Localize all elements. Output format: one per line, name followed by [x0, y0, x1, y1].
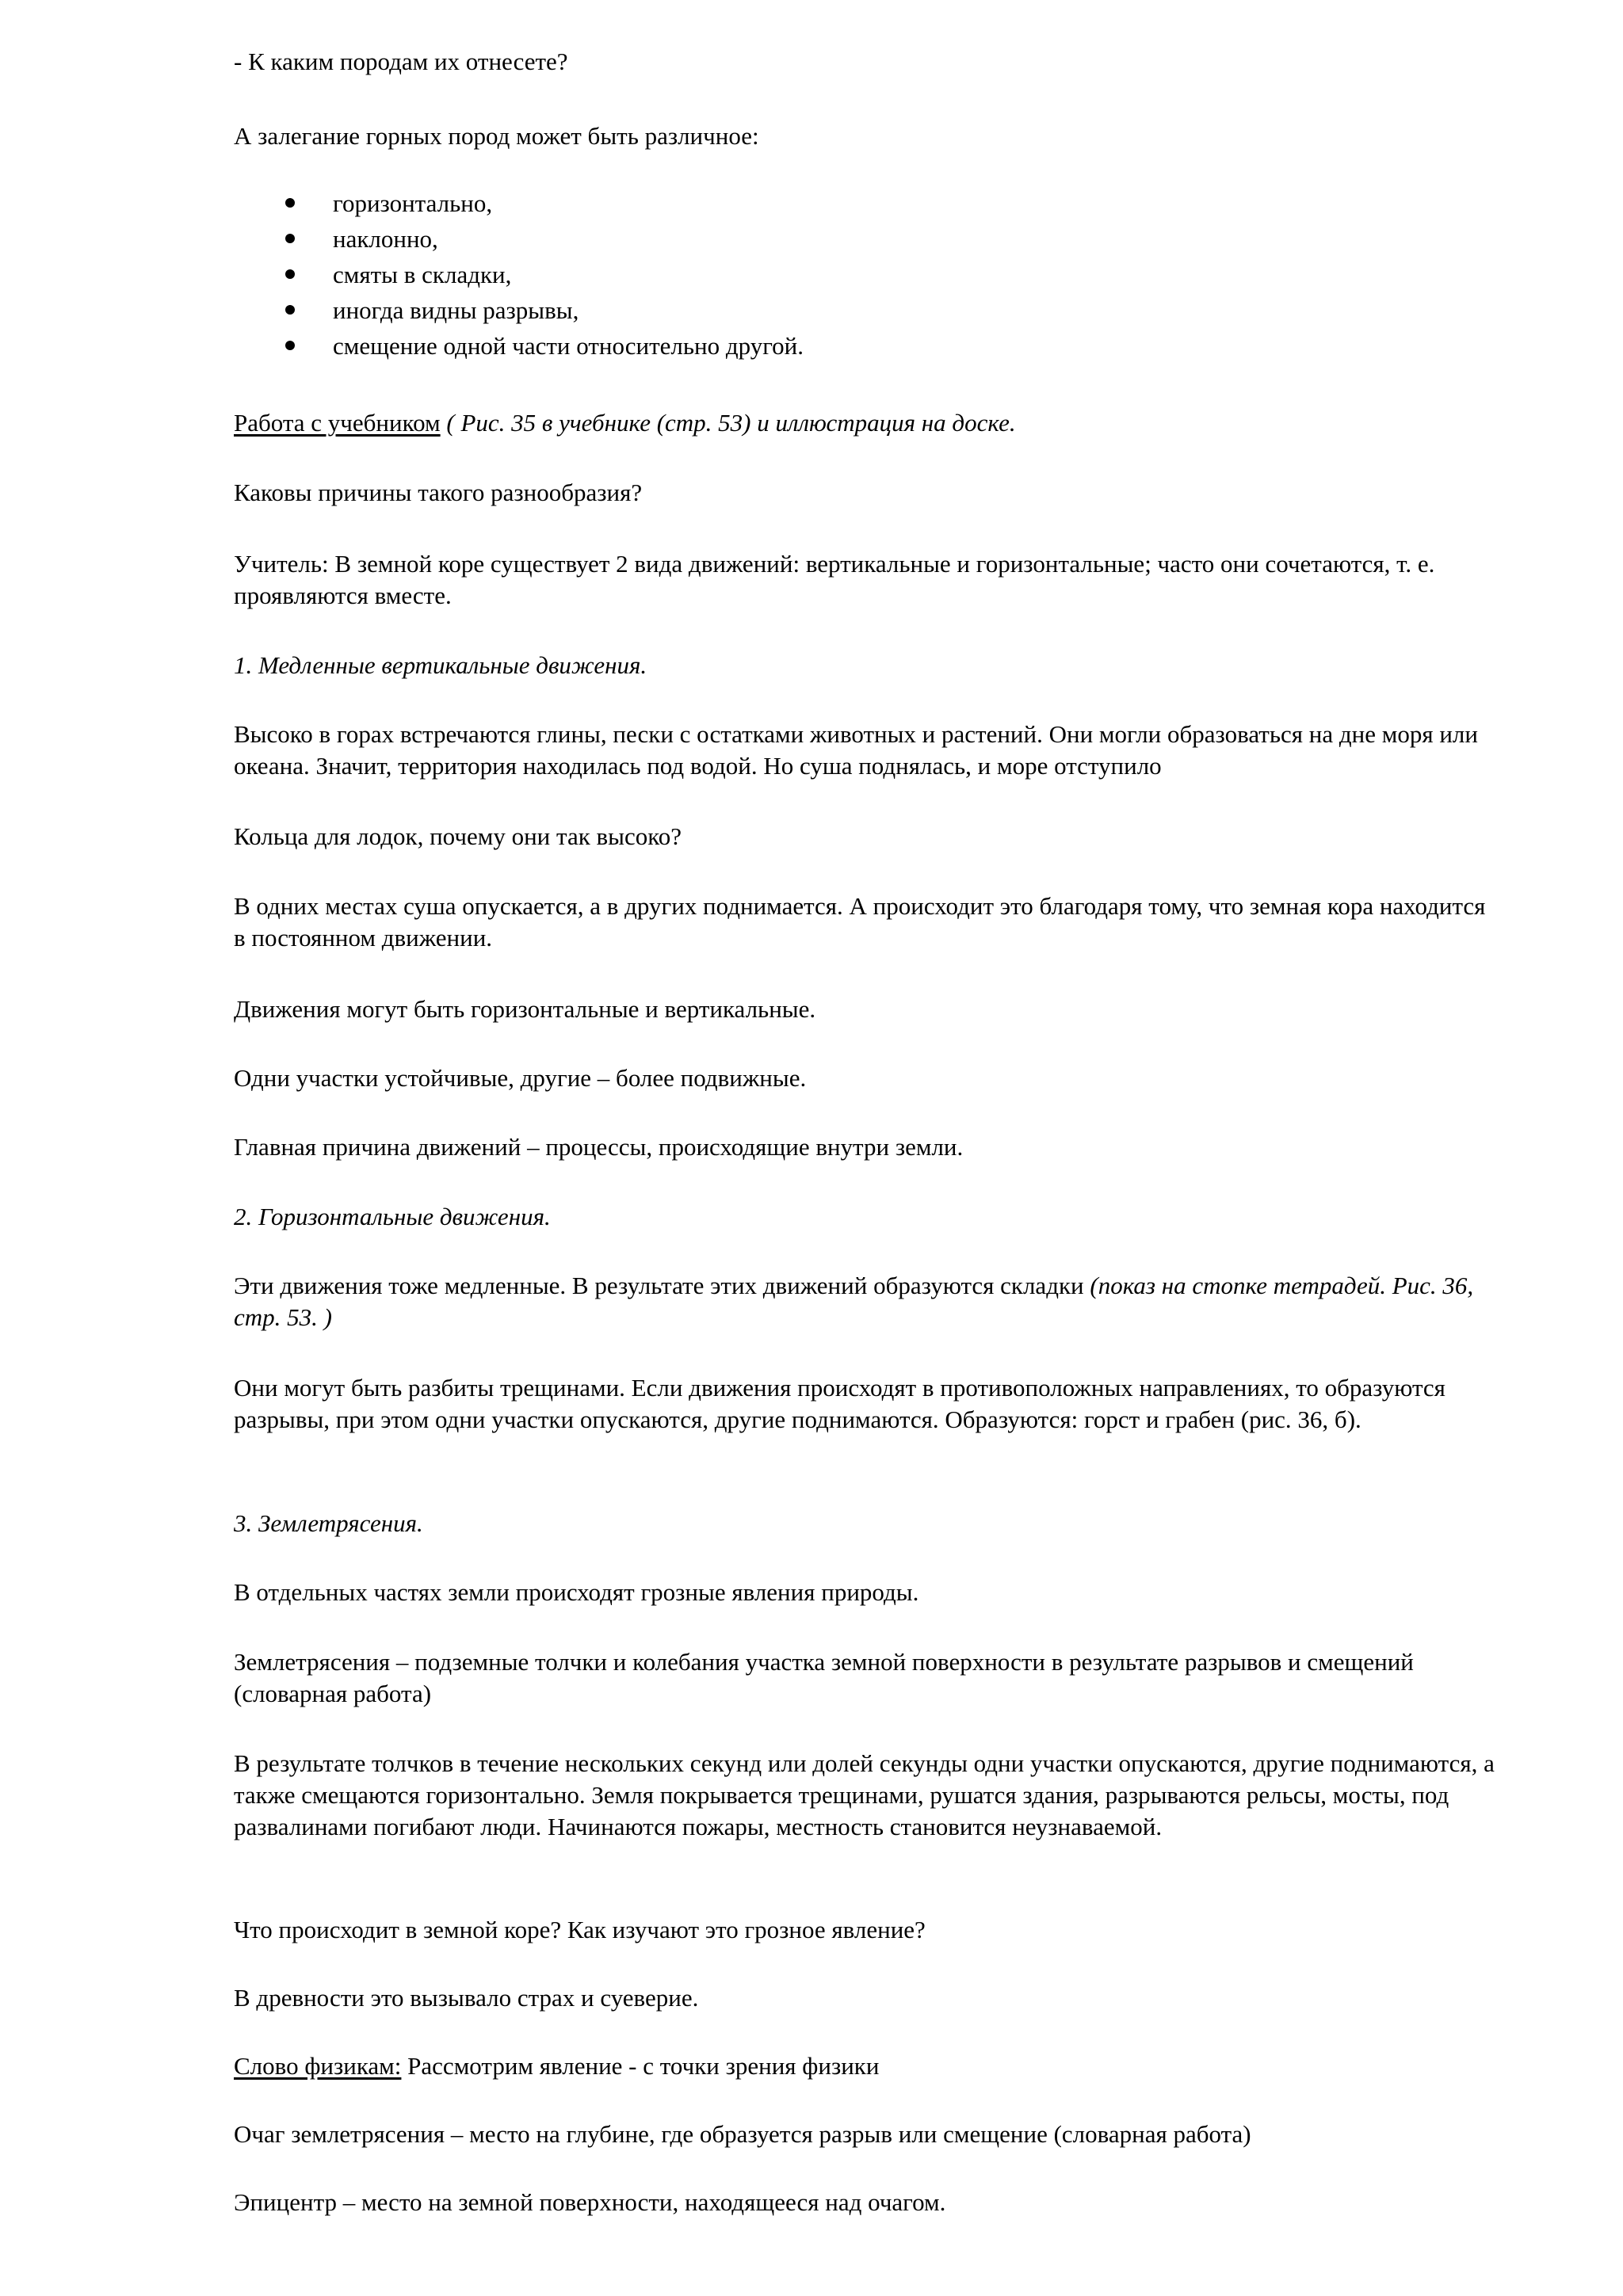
question-crust: Что происходит в земной коре? Как изучают это грозное явление? [234, 1916, 926, 1943]
heading-vertical-movements: 1. Медленные вертикальные движения. [234, 651, 647, 679]
bullet-icon [285, 305, 295, 315]
list-item: наклонно, [234, 221, 804, 257]
physics-link: Слово физикам: [234, 2052, 402, 2080]
mountains-paragraph: Высоко в горах встречаются глины, пески с остатками животных и растений. Они могли образоваться на дне моря или океана. Значит, территория находилась под водой. Но суша поднялась, и море отступило [234, 720, 1478, 780]
phenomena-paragraph: В отдельных частях земли происходят грозные явления природы. [234, 1578, 919, 1606]
epicenter-definition: Эпицентр – место на земной поверхности, находящееся над очагом. [234, 2188, 946, 2216]
folds-paragraph: Эти движения тоже медленные. В результате этих движений образуются складки (показ на стопке тетрадей. Рис. 36, стр. 53. ) [234, 1272, 1474, 1331]
physics-paragraph: Слово физикам: Рассмотрим явление - с точки зрения физики [234, 2052, 880, 2080]
cracks-paragraph: Они могут быть разбиты трещинами. Если движения происходят в противоположных направлениях, то образуются разрывы, при этом одни участки опускаются, другие поднимаются. Образуются: горст и грабен (рис. 36, б). [234, 1374, 1445, 1433]
occurrence-list [234, 185, 804, 364]
cause-paragraph: Главная причина движений – процессы, происходящие внутри земли. [234, 1133, 964, 1161]
textbook-note: ( Рис. 35 в учебнике (стр. 53) и иллюстрация на доске. [440, 409, 1016, 437]
textbook-link: Работа с учебником [234, 409, 441, 437]
question-rocks: - К каким породам их отнесете? [234, 48, 568, 75]
bullet-icon [285, 269, 295, 279]
textbook-paragraph [234, 407, 1502, 439]
land-paragraph: В одних местах суша опускается, а в других поднимается. А происходит это благодаря тому, что земная кора находится в постоянном движении. [234, 892, 1486, 952]
focus-definition: Очаг землетрясения – место на глубине, где образуется разрыв или смещение (словарная работа) [234, 2120, 1251, 2148]
heading-earthquakes: 3. Землетрясения. [234, 1509, 423, 1537]
question-reasons: Каковы причины такого разнообразия? [234, 479, 643, 506]
bullet-icon [285, 341, 295, 350]
heading-horizontal-movements: 2. Горизонтальные движения. [234, 1203, 551, 1230]
list-item: горизонтально, [234, 185, 804, 221]
ancient-paragraph: В древности это вызывало страх и суеверие. [234, 1984, 699, 2012]
list-item: иногда видны разрывы, [234, 292, 804, 328]
list-item: смещение одной части относительно другой. [234, 328, 804, 364]
question-rings: Кольца для лодок, почему они так высоко? [234, 822, 682, 850]
bullet-icon [285, 198, 295, 208]
bullet-icon [285, 234, 295, 243]
teacher-paragraph: Учитель: В земной коре существует 2 вида движений: вертикальные и горизонтальные; часто они сочетаются, т. е. проявляются вместе. [234, 550, 1435, 609]
movements-paragraph: Движения могут быть горизонтальные и вертикальные. [234, 995, 816, 1023]
list-item: смяты в складки, [234, 257, 804, 292]
shocks-paragraph: В результате толчков в течение нескольких секунд или долей секунды одни участки опускаются, другие поднимаются, а также смещаются горизонтально. Земля покрывается трещинами, рушатся здания, разрываются рельсы, мосты, под развалинами погибают люди. Начинаются пожары, местность становится неузнаваемой. [234, 1749, 1495, 1840]
occurrence-intro: А залегание горных пород может быть различное: [234, 122, 759, 150]
stable-paragraph: Одни участки устойчивые, другие – более подвижные. [234, 1064, 807, 1092]
folds-note: (показ на стопке тетрадей. Рис. 36, стр. 53. ) [234, 1272, 1474, 1331]
quake-definition: Землетрясения – подземные толчки и колебания участка земной поверхности в результате разрывов и смещений (словарная работа) [234, 1648, 1414, 1707]
